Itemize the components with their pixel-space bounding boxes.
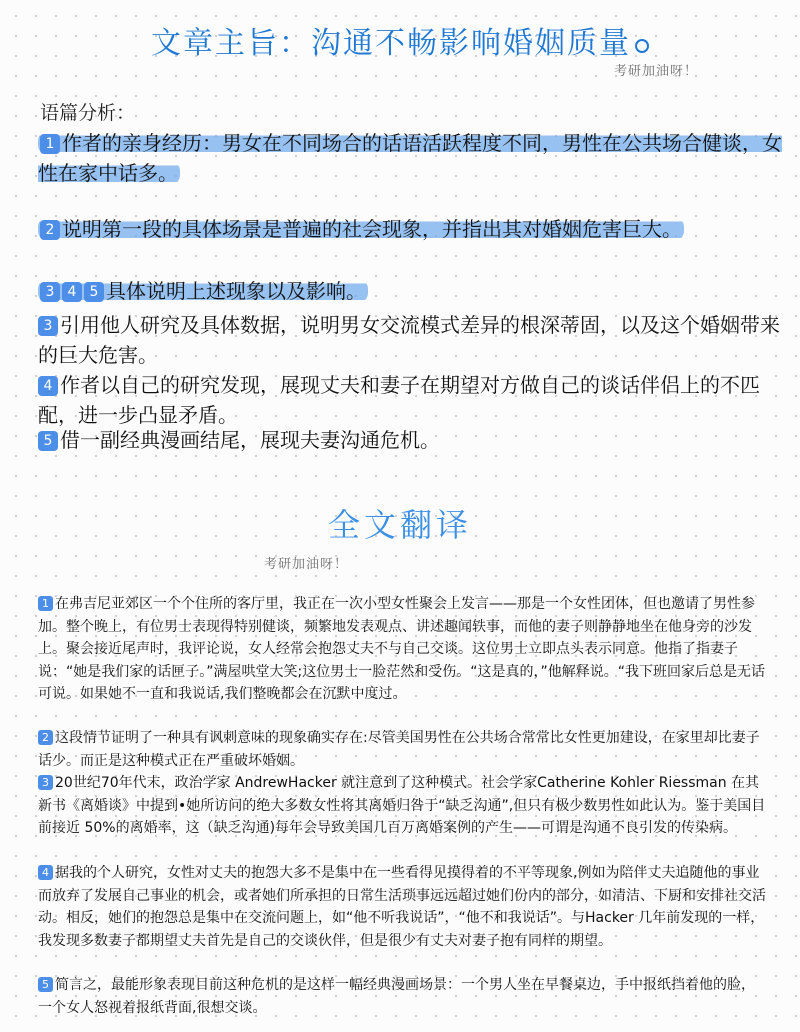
analysis-item-2 xyxy=(38,214,786,244)
translation-paragraph-5 xyxy=(38,974,768,1019)
analysis-item-text: 说明第一段的具体场景是普遍的社会现象，并指出其对婚姻危害巨大。 xyxy=(62,217,682,241)
number-badge: 4 xyxy=(38,865,53,880)
analysis-item-5 xyxy=(38,425,786,455)
translation-paragraph-3 xyxy=(38,772,768,840)
number-badge: 3 xyxy=(38,316,58,336)
translation-paragraph-2 xyxy=(38,727,768,772)
number-badge: 5 xyxy=(38,977,53,992)
analysis-item-text: 具体说明上述现象以及影响。 xyxy=(106,279,366,303)
paragraph-text: 20世纪70年代末，政治学家 AndrewHacker 就注意到了这种模式。社会学家Catherine Kohler Riessman 在其新书《离婚谈》中提到•她所访问的绝大多数女性将其离婚归咎于“缺乏沟通”,但只有极少数男性如此认为。鉴于美国目前接近 50%的离婚率，这（缺乏沟通)每年会导致美国几百万离婚案例的产生——可谓是沟通不良引发的传染病。 xyxy=(38,775,766,837)
analysis-item-text: 作者以自己的研究发现，展现丈夫和妻子在期望对方做自己的谈话伴侣上的不匹配，进一步凸显矛盾。 xyxy=(38,373,760,427)
analysis-label: 语篇分析： xyxy=(40,102,136,124)
paragraph-text: 在弗吉尼亚郊区一个个住所的客厅里，我正在一次小型女性聚会上发言——那是一个女性团体，但也邀请了男性参加。整个晚上，有位男士表现得特别健谈，频繁地发表观点、讲述趣闻轶事，而他的妻子则静静地坐在他身旁的沙发上。聚会接近尾声时，我评论说，女人经常会抱怨丈夫不与自己交谈。这位男士立即点头表示同意。他指了指妻子说：“她是我们家的话匣子。”满屋哄堂大笑;这位男士一脸茫然和受伤。“这是真的，”他解释说。“我下班回家后总是无话可说。如果她不一直和我说话,我们整晚都会在沉默中度过。 xyxy=(38,596,765,703)
translation-title: 全文翻译 xyxy=(327,506,472,544)
number-badge: 1 xyxy=(38,596,53,611)
number-badge: 2 xyxy=(40,220,60,240)
paragraph-text: 这段情节证明了一种具有讽刺意味的现象确实存在:尽管美国男性在公共场合常常比女性更加建设，在家里却比妻子话少。而正是这种模式正在严重破坏婚姻。 xyxy=(38,730,760,769)
analysis-item-text: 引用他人研究及具体数据，说明男女交流模式差异的根深蒂固，以及这个婚姻带来的巨大危害。 xyxy=(38,313,780,367)
translation-paragraph-1 xyxy=(38,593,768,706)
number-badge: 5 xyxy=(84,282,104,302)
watermark: 考研加油呀！ xyxy=(614,64,699,79)
analysis-item-3-4-5 xyxy=(38,276,786,306)
number-badge: 4 xyxy=(62,282,82,302)
number-badge: 5 xyxy=(38,431,58,451)
analysis-item-3 xyxy=(38,310,786,370)
paragraph-text: 据我的个人研究，女性对丈夫的抱怨大多不是集中在一些看得见摸得着的不平等现象,例如为陪伴丈夫追随他的事业而放弃了发展自己事业的机会，或者她们所承担的日常生活琐事远远超过她们份内的部分，如清洁、下厨和安排社交活动。相反，她们的抱怨总是集中在交流问题上，如“他不听我说话”，“他不和我说话”。与Hacker 几年前发现的一样，我发现多数妻子都期望丈夫首先是自己的交谈伙伴，但是很少有丈夫对妻子抱有同样的期望。 xyxy=(38,865,766,949)
paragraph-text: 简言之，最能形象表现目前这种危机的是这样一幅经典漫画场景：一个男人坐在早餐桌边，手中报纸挡着他的脸，一个女人怒视着报纸背面,很想交谈。 xyxy=(38,977,755,1016)
watermark: 考研加油呀！ xyxy=(264,557,349,572)
number-badge: 1 xyxy=(40,134,60,154)
analysis-item-text: 借一副经典漫画结尾，展现夫妻沟通危机。 xyxy=(60,428,440,452)
number-badge: 4 xyxy=(38,376,58,396)
analysis-item-text: 作者的亲身经历：男女在不同场合的话语活跃程度不同，男性在公共场合健谈，女性在家中话多。 xyxy=(38,131,782,185)
page-title: 文章主旨：沟通不畅影响婚姻质量 xyxy=(0,18,800,62)
number-badge: 2 xyxy=(38,730,53,745)
number-badge: 3 xyxy=(40,282,60,302)
number-badge: 3 xyxy=(38,775,53,790)
analysis-item-4 xyxy=(38,370,786,430)
translation-paragraph-4 xyxy=(38,862,768,952)
analysis-item-1 xyxy=(38,128,786,188)
